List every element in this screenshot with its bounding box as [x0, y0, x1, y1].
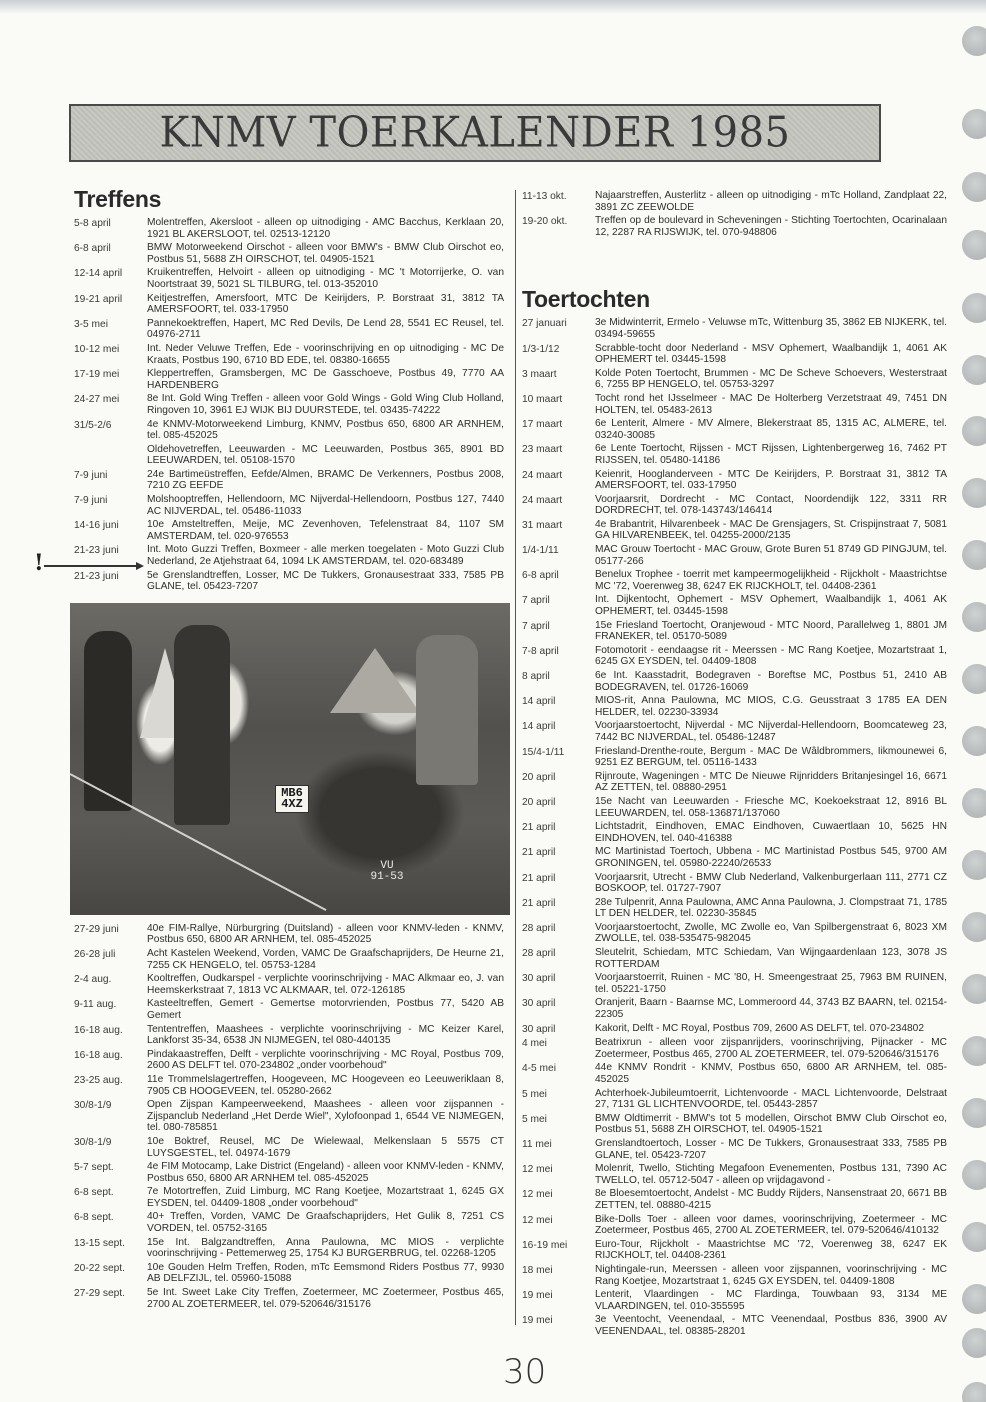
calendar-entry [74, 1161, 504, 1184]
entry-date: 16-18 aug. [74, 1049, 123, 1061]
entry-description: 6e Lenterit, Almere - MV Almere, Blekerstraat 85, 1315 AC, ALMERE, tel. 03240-30085 [595, 418, 947, 441]
entry-date: 24 maart [522, 494, 563, 506]
entry-description: Voorjaarstoerrit, Ruinen - MC '80, H. Smeengestraat 25, 7963 BM RUINEN, tel. 05221-1750 [595, 972, 947, 995]
entry-date: 31/5-2/6 [74, 419, 112, 431]
calendar-entry [74, 444, 504, 467]
entry-date: 30 april [522, 998, 556, 1010]
calendar-entry [74, 1136, 504, 1159]
entry-description: Int. Moto Guzzi Treffen, Boxmeer - alle merken toegelaten - Moto Guzzi Club Nederland, 2e Atjehstraat 64, 1094 LK AMSTERDAM, tel. 020-683489 [147, 544, 504, 568]
entry-date: 10-12 mei [74, 343, 120, 355]
calendar-entry [74, 494, 504, 517]
entry-description: Euro-Tour, Rijckholt - Maastrichtse MC '72, Voerenweg 38, 6247 EK RIJCKHOLT, tel. 04408-2361 [595, 1238, 947, 1262]
binder-hole [962, 1160, 986, 1190]
calendar-entry [522, 469, 947, 492]
calendar-entry [522, 620, 947, 643]
entry-date: 27-29 juni [74, 923, 119, 935]
calendar-entry [74, 1049, 504, 1072]
entry-description: Voorjaarsrit, Utrecht - BMW Club Nederland, Valkenburgerlaan 111, 2771 CZ BOSKOOP, tel. 01727-7907 [595, 871, 947, 895]
entry-date: 23 maart [522, 444, 563, 456]
title-banner [69, 104, 881, 162]
entry-description: 6e Int. Kaasstadrit, Bodegraven - Boreftse MC, Postbus 51, 2410 AB BODEGRAVEN, tel. 01726-16069 [595, 670, 947, 693]
entry-description: 40+ Treffen, Vorden, VAMC De Graafschaprijders, Het Gulik 8, 7251 CS VORDEN, tel. 05752-3165 [147, 1211, 504, 1235]
binder-hole [962, 1098, 986, 1128]
entry-date: 4 mei [522, 1038, 547, 1050]
calendar-entry [522, 494, 947, 517]
entry-date: 1/3-1/12 [522, 343, 560, 355]
calendar-entry [74, 267, 504, 290]
calendar-entry [522, 645, 947, 668]
entry-description: Oranjerit, Baarn - Baarnse MC, Lommeroord 44, 3743 BZ BAARN, tel. 02154-22305 [595, 997, 947, 1021]
entry-description: Kasteeltreffen, Gemert - Gemertse motorvrienden, Postbus 77, 5420 AB Gemert [147, 998, 504, 1021]
entry-date: 10 maart [522, 393, 563, 405]
binder-hole [962, 1328, 986, 1358]
calendar-entry [522, 922, 947, 945]
toertochten-list [522, 317, 947, 1337]
entry-date: 30/8-1/9 [74, 1136, 112, 1148]
entry-date: 20 april [522, 771, 556, 783]
binder-hole [962, 602, 986, 632]
binder-hole [962, 664, 986, 694]
entry-date: 17 maart [522, 419, 563, 431]
entry-date: 6-8 april [74, 243, 111, 255]
entry-description: Tocht rond het IJsselmeer - MAC De Holterberg Verzetstraat 49, 7451 DN HOLTEN, tel. 05483-2613 [595, 392, 947, 416]
entry-date: 31 maart [522, 519, 563, 531]
entry-description: Voorjaarstoertocht, Nijverdal - MC Nijverdal-Hellendoorn, Boomcateweg 23, 7442 BC NIJVERDAL, tel. 05486-12487 [595, 720, 947, 743]
entry-date: 15/4-1/11 [522, 746, 565, 758]
section-title-toertochten: Toertochten [522, 286, 650, 313]
entry-date: 17-19 mei [74, 369, 120, 381]
entry-date: 19 mei [522, 1290, 553, 1302]
entry-date: 26-28 juli [74, 949, 116, 960]
calendar-entry [522, 1264, 947, 1287]
entry-description: Keienrit, Hooglanderveen - MTC De Keirijders, P. Borstraat 31, 3812 TA AMERSFOORT, tel. 033-17950 [595, 468, 947, 492]
entry-date: 6-8 sept. [74, 1187, 114, 1199]
entry-description: Voorjaarsrit, Dordrecht - MC Contact, Noordendijk 122, 3311 RR DORDRECHT, tel. 078-143743/146414 [595, 493, 947, 517]
calendar-entry [74, 1024, 504, 1047]
calendar-entry [522, 594, 947, 617]
calendar-entry [522, 317, 947, 340]
entry-date: 5 mei [522, 1088, 547, 1100]
entry-description: 15e Friesland Toertocht, Oranjewoud - MTC Noord, Parallelweg 1, 8801 JM FRANEKER, tel. 05170-5089 [595, 619, 947, 643]
calendar-entry [522, 1214, 947, 1237]
scan-top-shadow [0, 0, 986, 14]
entry-date: 20-22 sept. [74, 1262, 125, 1274]
binder-hole [962, 355, 986, 385]
entry-description: 8e Bloesemtoertocht, Andelst - MC Buddy Rijders, Nansenstraat 20, 6671 BB ZETTEN, tel. 08880-4215 [595, 1188, 947, 1211]
entry-description: 44e KNMV Rondrit - KNMV, Postbus 650, 6800 AR ARNHEM, tel. 085-452025 [595, 1062, 947, 1085]
entry-date: 9-11 aug. [74, 999, 117, 1011]
page-number: 30 [503, 1352, 547, 1392]
calendar-entry [74, 519, 504, 542]
license-plate-front: MB6 4XZ [275, 785, 309, 813]
entry-description: 24e Bartimeüstreffen, Eefde/Almen, BRAMC De Verkenners, Postbus 2008, 7210 ZG EEFDE [147, 468, 504, 492]
entry-date: 21-23 juni [74, 545, 119, 557]
entry-description: 7e Motortreffen, Zuid Limburg, MC Rang Koetjee, Mozartstraat 1, 6245 GX EYSDEN, tel. 04409-1808 „onder voorbehoud" [147, 1186, 504, 1209]
entry-date: 6-8 april [522, 570, 559, 582]
entry-description: 4e Brabantrit, Hilvarenbeek - MAC De Grensjagers, St. Crispijnstraat 7, 5081 GA HILVARENBEEK, tel. 04255-2000/2135 [595, 518, 947, 542]
entry-description: Tententreffen, Maashees - verplichte voorinschrijving - MC Keizer Karel, Lankforst 35-34, 6538 JN NIJMEGEN, tel 080-440135 [147, 1023, 504, 1047]
calendar-entry [522, 796, 947, 819]
entry-description: 3e Midwinterrit, Ermelo - Veluwse mTc, Wittenburg 35, 3862 EB NIJKERK, tel. 03494-59655 [595, 317, 947, 340]
entry-description: 10e Boktref, Reusel, MC De Wielewaal, Melkenslaan 5 5575 CT LUYSGESTEL, tel. 04974-1679 [147, 1135, 504, 1159]
entry-description: Molshooptreffen, Hellendoorn, MC Nijverdal-Hellendoorn, Postbus 127, 7440 AC NIJVERDAL, tel. 05486-11033 [147, 494, 504, 517]
calendar-entry [522, 343, 947, 366]
calendar-entry [522, 695, 947, 718]
calendar-entry [522, 418, 947, 441]
entry-date: 7-9 juni [74, 469, 108, 481]
entry-description: BMW Oldtimerrit - BMW's tot 5 modellen, Oirschot BMW Club Oirschot eo, Postbus 51, 5688 ZH OIRSCHOT, tel. 04905-1521 [595, 1112, 947, 1136]
entry-date: 5 mei [522, 1113, 547, 1125]
entry-date: 18 mei [522, 1264, 553, 1276]
entry-date: 13-15 sept. [74, 1237, 125, 1249]
exclamation-mark-icon: ! [34, 550, 44, 576]
person-figure [416, 635, 478, 785]
calendar-entry [74, 1074, 504, 1097]
entry-date: 19-20 okt. [522, 216, 568, 228]
calendar-entry [522, 1037, 947, 1060]
entry-date: 11-13 okt. [522, 191, 567, 202]
calendar-entry [74, 1287, 504, 1310]
entry-date: 30 april [522, 1023, 556, 1035]
binder-hole [962, 26, 986, 56]
entry-date: 7-8 april [522, 645, 559, 657]
entry-description: 4e KNMV-Motorweekend Limburg, KNMV, Postbus 650, 6800 AR ARNHEM, tel. 085-452025 [147, 418, 504, 442]
entry-description: 5e Grenslandtreffen, Losser, MC De Tukkers, Gronausestraat 333, 7585 PB GLANE, tel. 05423-7207 [147, 569, 504, 593]
page-title: KNMV TOERKALENDER 1985 [159, 108, 791, 158]
binder-hole [962, 293, 986, 323]
entry-description: Benelux Trophee - toerrit met kampeermogelijkheid - Rijckholt - Maastrichtse MC '72, Voerenweg 38, 6247 EK RIJCKHOLT, tel. 04408-2361 [595, 569, 947, 592]
calendar-entry [74, 1211, 504, 1234]
entry-date: 11 mei [522, 1138, 552, 1150]
entry-description: Najaarstreffen, Austerlitz - alleen op uitnodiging - mTc Holland, Zandplaat 22, 3891 ZC ZEEWOLDE [595, 190, 947, 213]
calendar-entry [522, 1163, 947, 1186]
entry-date: 3 maart [522, 368, 557, 380]
binder-hole [962, 478, 986, 508]
calendar-entry [74, 544, 504, 567]
calendar-entry [522, 519, 947, 542]
entry-description: Molentreffen, Akersloot - alleen op uitnodiging - AMC Bacchus, Kerklaan 20, 1921 BL AKERSLOOT, tel. 02513-12120 [147, 217, 504, 240]
binder-hole [962, 788, 986, 818]
entry-description: Acht Kastelen Weekend, Vorden, VAMC De Graafschaprijders, De Heurne 21, 7255 CK HENGELO, tel. 05753-1284 [147, 948, 504, 971]
calendar-entry [74, 217, 504, 240]
entry-date: 21 april [522, 872, 556, 884]
calendar-entry [522, 1023, 947, 1036]
binder-hole [962, 540, 986, 570]
entry-description: Open Zijspan Kampeerweekend, Maashees - alleen voor zijspannen - Zijspanclub Nederland „Het Derde Wiel", Xylofoonpad 1, 6544 VE NIJMEGEN, tel. 080-785851 [147, 1099, 504, 1134]
binder-hole [962, 1382, 986, 1402]
entry-description: Fotomotorit - eendaagse rit - Meerssen - MC Rang Koetjee, Mozartstraat 1, 6245 GX EYSDEN, tel. 04409-1808 [595, 644, 947, 668]
section-title-treffens: Treffens [74, 186, 162, 212]
entry-description: 40e FIM-Rallye, Nürburgring (Duitsland) - alleen voor KNMV-leden - KNMV, Postbus 650, 6800 AR ARNHEM, tel. 085-452025 [147, 922, 504, 946]
binder-hole [962, 416, 986, 446]
calendar-entry [522, 569, 947, 592]
entry-date: 28 april [522, 922, 556, 934]
entry-date: 1/4-1/11 [522, 545, 559, 557]
entry-date: 3-5 mei [74, 318, 108, 330]
entry-description: 28e Tulpenrit, Anna Paulowna, AMC Anna Paulowna, J. Clompstraat 71, 1785 LT DEN HELDER, tel. 02230-35845 [595, 896, 947, 920]
calendar-entry [522, 771, 947, 794]
calendar-entry [522, 368, 947, 391]
binder-hole [962, 230, 986, 260]
binder-hole [962, 912, 986, 942]
photo-motorcycle-campsite [70, 603, 510, 915]
binder-hole [962, 1284, 986, 1314]
entry-date: 19 mei [522, 1315, 553, 1327]
calendar-entry [522, 1138, 947, 1161]
entry-date: 12-14 april [74, 268, 123, 280]
calendar-entry [522, 190, 947, 213]
entry-description: MAC Grouw Toertocht - MAC Grouw, Grote Buren 51 8749 GD PINGJUM, tel. 05177-266 [595, 544, 947, 567]
calendar-entry [74, 368, 504, 391]
entry-date: 12 mei [522, 1214, 553, 1226]
column-divider [515, 190, 516, 1325]
calendar-entry [522, 1088, 947, 1111]
entry-description: 15e Int. Balgzandtreffen, Anna Paulowna, MC MIOS - verplichte voorinschrijving - Pettemerweg 25, 1754 KJ BURGERBRUG, tel. 02268-1205 [147, 1236, 504, 1260]
entry-description: Molenrit, Twello, Stichting Megafoon Evenementen, Postbus 131, 7390 AC TWELLO, tel. 05712-5047 - alleen op vrijdagavond - [595, 1163, 947, 1186]
entry-description: Achterhoek-Jubileumtoerrit, Lichtenvoorde - MACL Lichtenvoorde, Delstraat 27, 7131 GL LICHTENVOORDE, tel. 05443-2857 [595, 1087, 947, 1111]
entry-description: Int. Neder Veluwe Treffen, Ede - voorinschrijving en op uitnodiging - MC De Kraats, Postbus 190, 6710 BD EDE, tel. 08380-16655 [147, 342, 504, 366]
entry-date: 8 april [522, 671, 550, 682]
calendar-entry [522, 1188, 947, 1211]
entry-description: BMW Motorweekend Oirschot - alleen voor BMW's - BMW Club Oirschot eo, Postbus 51, 5688 ZH OIRSCHOT, tel. 04905-1521 [147, 242, 504, 265]
binder-hole [962, 974, 986, 1004]
calendar-entry [522, 972, 947, 995]
calendar-entry [74, 1186, 504, 1209]
entry-date: 23-25 aug. [74, 1074, 123, 1086]
entry-description: Kruikentreffen, Helvoirt - alleen op uitnodiging - MC 't Motorrijerke, O. van Noortstraat 39, 5021 SL TILBURG, tel. 013-352010 [147, 267, 504, 290]
binder-hole [962, 1036, 986, 1066]
entry-date: 14-16 juni [74, 520, 119, 532]
entry-date: 4-5 mei [522, 1063, 556, 1075]
entry-description: Oldehovetreffen, Leeuwarden - MC Leeuwarden, Postbus 365, 8901 BD LEEUWARDEN, tel. 05108-1570 [147, 443, 504, 467]
entry-description: Nightingale-run, Meerssen - alleen voor zijspannen, voorinschrijving - MC Rang Koetjee, Mozartstraat 1, 6245 GX EYSDEN, tel. 04409-1808 [595, 1263, 947, 1287]
calendar-entry [522, 947, 947, 970]
treffens-list [74, 217, 504, 593]
entry-description: 8e Int. Gold Wing Treffen - alleen voor Gold Wings - Gold Wing Club Holland, Ringoven 10, 3961 EJ WIJK BIJ DUURSTEDE, tel. 03435-74222 [147, 393, 504, 416]
calendar-entry [522, 1239, 947, 1262]
calendar-entry [74, 393, 504, 416]
entry-date: 7 april [522, 620, 550, 632]
entry-date: 30 april [522, 973, 556, 985]
calendar-entry [522, 821, 947, 844]
entry-description: 3e Veentocht, Veenendaal, - MTC Veenendaal, Postbus 836, 3900 AV VEENENDAAL, tel. 08385-28201 [595, 1314, 947, 1337]
calendar-entry [522, 1062, 947, 1085]
entry-date: 21-23 juni [74, 570, 119, 582]
calendar-entry [522, 746, 947, 769]
calendar-entry [74, 1262, 504, 1285]
treffens-list-continued [74, 923, 504, 1310]
entry-date: 12 mei [522, 1164, 553, 1176]
calendar-entry [522, 720, 947, 743]
entry-description: Scrabble-tocht door Nederland - MSV Ophemert, Waalbandijk 1, 4061 AK OPHEMERT tel. 03445-1598 [595, 342, 947, 366]
entry-description: Voorjaarstoertocht, Zwolle, MC Zwolle eo, Van Spilbergenstraat 6, 8023 XM ZWOLLE, tel. 038-535475-982045 [595, 921, 947, 945]
entry-date: 2-4 aug. [74, 974, 112, 986]
calendar-entry [74, 469, 504, 492]
entry-date: 6-8 sept. [74, 1212, 114, 1224]
entry-date: 27 januari [522, 318, 567, 330]
binder-holes [946, 0, 986, 1402]
entry-date: 7 april [522, 595, 550, 607]
entry-description: Kakorit, Delft - MC Royal, Postbus 709, 2600 AS DELFT, tel. 070-234802 [595, 1022, 924, 1034]
calendar-entry [74, 343, 504, 366]
calendar-entry [74, 923, 504, 946]
calendar-entry [522, 846, 947, 869]
entry-description: Bike-Dolls Toer - alleen voor dames, voorinschrijving, Zoetermeer - MC Zoetermeer, Postbus 465, 2700 AL ZOETERMEER, tel. 079-520646/410132 [595, 1213, 947, 1237]
calendar-entry [74, 419, 504, 442]
entry-date: 28 april [522, 948, 556, 960]
binder-hole [962, 850, 986, 880]
entry-description: MIOS-rit, Anna Paulowna, MC MIOS, C.G. Geusstraat 3 1785 EA DEN HELDER, tel. 02230-33934 [595, 695, 947, 718]
calendar-entry [74, 1099, 504, 1134]
calendar-entry [74, 293, 504, 316]
treffens-list-october [522, 190, 947, 238]
entry-description: Sleutelrit, Schiedam, MTC Schiedam, Van Wijngaardenlaan 123, 3078 JS ROTTERDAM [595, 947, 947, 970]
calendar-entry [522, 872, 947, 895]
calendar-entry [522, 393, 947, 416]
calendar-entry [74, 998, 504, 1021]
entry-description: Grenslandtoertoch, Losser - MC De Tukkers, Gronausestraat 333, 7585 PB GLANE, tel. 05423-7207 [595, 1137, 947, 1161]
entry-date: 30/8-1/9 [74, 1100, 112, 1112]
entry-date: 5-7 sept. [74, 1162, 114, 1174]
entry-description: 15e Nacht van Leeuwarden - Friesche MC, Koekoekstraat 12, 8916 BL LEEUWARDEN, tel. 058-136871/137060 [595, 795, 947, 819]
calendar-entry [74, 973, 504, 996]
entry-description: 4e FIM Motocamp, Lake District (Engeland) - alleen voor KNMV-leden - KNMV, Postbus 650, 6800 AR ARNHEM tel. 085-452025 [147, 1161, 504, 1184]
entry-date: 19-21 april [74, 293, 123, 305]
entry-description: 10e Gouden Helm Treffen, Roden, mTc Eemsmond Riders Postbus 77, 9930 AB DELFZIJL, tel. 05960-15088 [147, 1261, 504, 1285]
entry-description: Lenterit, Vlaardingen - MC Flardinga, Touwbaan 93, 3134 ME VLAARDINGEN, tel. 010-355595 [595, 1289, 947, 1312]
entry-date: 27-29 sept. [74, 1288, 125, 1300]
entry-date: 24-27 mei [74, 394, 120, 406]
calendar-entry [522, 897, 947, 920]
person-figure [174, 625, 230, 825]
entry-date: 20 april [522, 796, 556, 808]
entry-description: Pindakaastreffen, Delft - verplichte voorinschrijving - MC Royal, Postbus 709, 2600 AS DELFT tel. 070-234802 „onder voorbehoud" [147, 1048, 504, 1072]
entry-description: Friesland-Drenthe-route, Bergum - MAC De Wâldbrommers, Iikmounewei 6, 9251 EZ BERGUM, tel. 05116-1433 [595, 745, 947, 769]
entry-description: Kleppertreffen, Gramsbergen, MC De Gasschoeve, Postbus 49, 7770 AA HARDENBERG [147, 368, 504, 391]
calendar-entry [522, 997, 947, 1020]
entry-description: MC Martinistad Toertoch, Ubbena - MC Martinistad Postbus 545, 9700 AM GRONINGEN, tel. 05980-22240/26533 [595, 846, 947, 869]
calendar-entry [74, 948, 504, 971]
entry-description: 11e Trommelslagertreffen, Hoogeveen, MC Hoogeveen eo Leeuweriklaan 8, 7905 CB HOOGEVEEN, tel. 05280-2662 [147, 1073, 504, 1097]
entry-date: 14 april [522, 721, 556, 733]
entry-date: 16-18 aug. [74, 1024, 123, 1036]
entry-description: Kooltreffen, Oudkarspel - verplichte voorinschrijving - MAC Alkmaar eo, J. van Heemskerkstraat 7, 1813 VC ALKMAAR, tel. 072-126185 [147, 973, 504, 996]
binder-hole [962, 172, 986, 202]
entry-date: 21 april [522, 847, 556, 859]
entry-description: Pannekoektreffen, Hapert, MC Red Devils, De Lend 28, 5541 EC Reusel, tel. 04976-2711 [147, 317, 504, 341]
right-column [522, 190, 947, 1339]
entry-description: 5e Int. Sweet Lake City Treffen, Zoetermeer, MC Zoetermeer, Postbus 465, 2700 AL ZOETERMEER, tel. 079-520646/315176 [147, 1287, 504, 1310]
entry-description: Int. Dijkentocht, Ophemert - MSV Ophemert, Waalbandijk 1, 4061 AK OPHEMERT, tel. 03445-1598 [595, 594, 947, 618]
calendar-entry [522, 443, 947, 466]
calendar-entry [522, 1113, 947, 1136]
binder-hole [962, 109, 986, 139]
entry-date: 7-9 juni [74, 495, 108, 507]
entry-date: 16-19 mei [522, 1239, 568, 1251]
calendar-entry [74, 1237, 504, 1260]
entry-description: Keitjestreffen, Amersfoort, MTC De Keirijders, P. Borstraat 31, 3812 TA AMERSFOORT, tel. 033-17950 [147, 292, 504, 316]
entry-description: Treffen op de boulevard in Scheveningen - Stichting Toertochten, Ocarinalaan 12, 2287 RA RIJSWIJK, tel. 070-948806 [595, 215, 947, 238]
tent-shape [330, 648, 420, 713]
calendar-entry [522, 215, 947, 238]
entry-description: Rijnroute, Wageningen - MTC De Nieuwe Rijnridders Britanjesingel 16, 6671 AZ ZETTEN, tel. 08880-2951 [595, 770, 947, 794]
calendar-entry [74, 242, 504, 265]
entry-description: Kolde Poten Toertocht, Brummen - MC De Scheve Schoevers, Westerstraat 6, 7255 BP HENGELO, tel. 05753-3297 [595, 367, 947, 391]
entry-date: 21 april [522, 897, 556, 909]
binder-hole [962, 1222, 986, 1252]
entry-date: 5-8 april [74, 218, 111, 229]
calendar-entry [522, 1314, 947, 1337]
entry-date: 14 april [522, 696, 556, 708]
license-plate-rear: VU 91-53 [370, 859, 404, 883]
calendar-entry [522, 1289, 947, 1312]
calendar-entry [522, 670, 947, 693]
entry-description: 6e Lente Toertocht, Rijssen - MCT Rijssen, Lightenbergerweg 16, 7462 PT RIJSSEN, tel. 05480-14186 [595, 443, 947, 466]
calendar-entry [74, 570, 504, 593]
entry-date: 21 april [522, 822, 556, 834]
binder-hole [962, 726, 986, 756]
entry-description: 10e Amsteltreffen, Meije, MC Zevenhoven, Tefelenstraat 84, 1107 SM AMSTERDAM, tel. 020-976553 [147, 519, 504, 542]
entry-date: 24 maart [522, 469, 563, 481]
entry-description: Beatrixrun - alleen voor zijspanrijders, voorinschrijving, Pijnacker - MC Zoetermeer, Postbus 465, 2700 AL ZOETERMEER, tel. 079-520646/315176 [595, 1037, 947, 1060]
treffens-column [74, 186, 504, 1312]
calendar-entry [522, 544, 947, 567]
entry-date: 12 mei [522, 1189, 553, 1201]
entry-description: Lichtstadrit, Eindhoven, EMAC Eindhoven, Cuwaertlaan 10, 5625 HN EINDHOVEN, tel. 040-416388 [595, 821, 947, 844]
calendar-entry [74, 318, 504, 341]
